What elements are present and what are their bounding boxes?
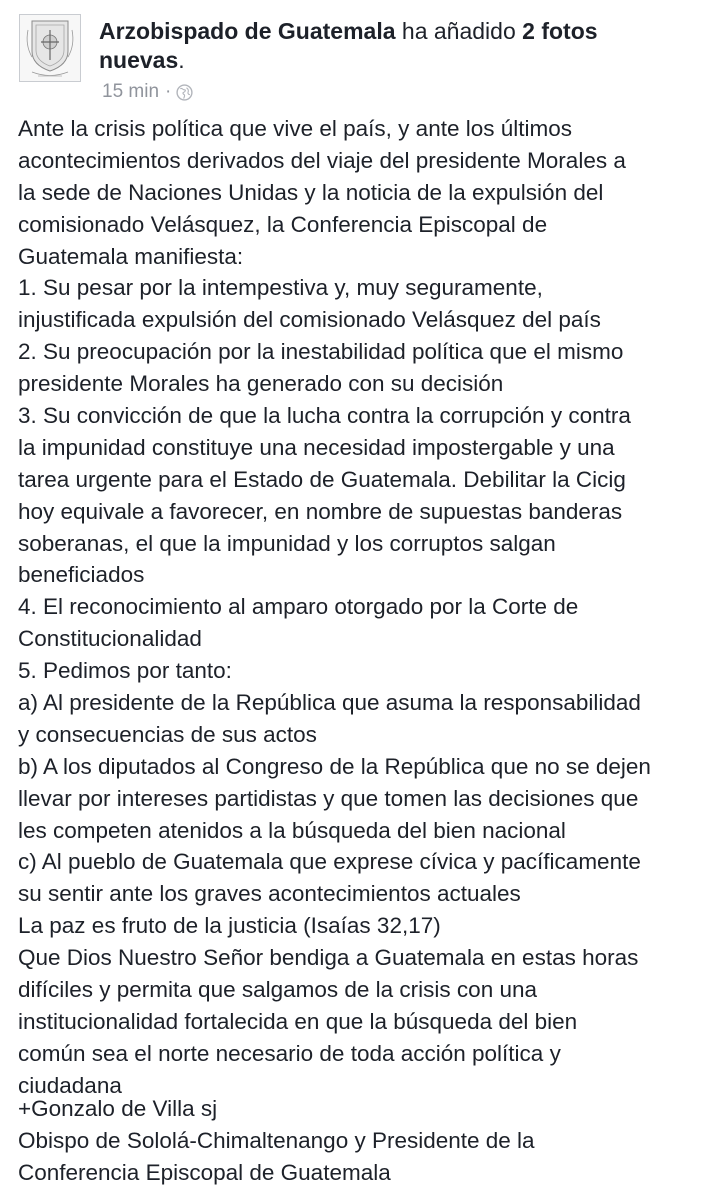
signature-line: Conferencia Episcopal de Guatemala [18, 1159, 391, 1185]
post-body-line: c) Al pueblo de Guatemala que exprese cívica y pacíficamente [18, 849, 641, 875]
avatar[interactable] [19, 14, 81, 82]
globe-icon [176, 84, 193, 101]
post-header-line-1 [99, 17, 689, 46]
post-body-line: la impunidad constituye una necesidad impostergable y una [18, 434, 615, 460]
post-header [0, 0, 704, 108]
post-body-line: soberanas, el que la impunidad y los corruptos salgan [18, 530, 556, 556]
post-body-line: su sentir ante los graves acontecimientos actuales [18, 881, 521, 907]
post-body-line: les competen atenidos a la búsqueda del bien nacional [18, 817, 566, 843]
post-body-line: Constitucionalidad [18, 626, 202, 652]
post-body-line: 1. Su pesar por la intempestiva y, muy seguramente, [18, 275, 543, 301]
post-body-line: comisionado Velásquez, la Conferencia Episcopal de [18, 211, 548, 237]
meta-separator: · [165, 81, 172, 102]
signature-line: Obispo de Sololá-Chimaltenango y Presidente de la [18, 1127, 535, 1153]
post-body-line: difíciles y permita que salgamos de la crisis con una [18, 977, 537, 1003]
post-body-line: la sede de Naciones Unidas y la noticia de la expulsión del [18, 179, 604, 205]
post-body-line: y consecuencias de sus actos [18, 721, 317, 747]
signature-line: +Gonzalo de Villa sj [18, 1096, 218, 1121]
post-body-line: beneficiados [18, 562, 145, 588]
post-action-text: ha añadido [401, 18, 516, 44]
post-body-line: institucionalidad fortalecida en que la búsqueda del bien [18, 1008, 578, 1034]
post-body-line: La paz es fruto de la justicia (Isaías 32,17) [18, 913, 441, 939]
post-body-line: Que Dios Nuestro Señor bendiga a Guatemala en estas horas [18, 945, 639, 971]
post-body [18, 113, 700, 1102]
post-body-line: Ante la crisis política que vive el país, y ante los últimos [18, 116, 573, 141]
post-body-line: presidente Morales ha generado con su decisión [18, 371, 504, 397]
post-header-line-2 [99, 46, 689, 75]
post-body-line: injustificada expulsión del comisionado Velásquez del país [18, 307, 601, 333]
post-meta [102, 80, 193, 104]
post-signature [18, 1093, 700, 1189]
post-body-line: b) A los diputados al Congreso de la República que no se dejen [18, 753, 651, 779]
post-body-line: ciudadana [18, 1072, 122, 1098]
post-body-line: a) Al presidente de la República que asuma la responsabilidad [18, 690, 641, 716]
photo-count[interactable]: 2 fotos [522, 18, 598, 44]
post-body-line: común sea el norte necesario de toda acción política y [18, 1040, 561, 1066]
post-body-line: 4. El reconocimiento al amparo otorgado por la Corte de [18, 594, 579, 620]
post-body-line: hoy equivale a favorecer, en nombre de supuestas banderas [18, 498, 623, 524]
post-body-line: 3. Su convicción de que la lucha contra la corrupción y contra [18, 403, 631, 429]
post-body-line: acontecimientos derivados del viaje del presidente Morales a [18, 147, 626, 173]
post-body-line: tarea urgente para el Estado de Guatemala. Debilitar la Cicig [18, 466, 626, 492]
post-body-line: 2. Su preocupación por la inestabilidad política que el mismo [18, 339, 624, 365]
photo-count-suffix[interactable]: nuevas [99, 47, 179, 73]
post-body-line: Guatemala manifiesta: [18, 243, 244, 269]
header-period: . [178, 47, 185, 73]
post-time[interactable]: 15 min [102, 81, 160, 102]
church-seal-icon [20, 15, 80, 81]
post-body-line: llevar por intereses partidistas y que tomen las decisiones que [18, 785, 639, 811]
page-author-link[interactable]: Arzobispado de Guatemala [99, 18, 396, 44]
post-body-line: 5. Pedimos por tanto: [18, 658, 232, 684]
